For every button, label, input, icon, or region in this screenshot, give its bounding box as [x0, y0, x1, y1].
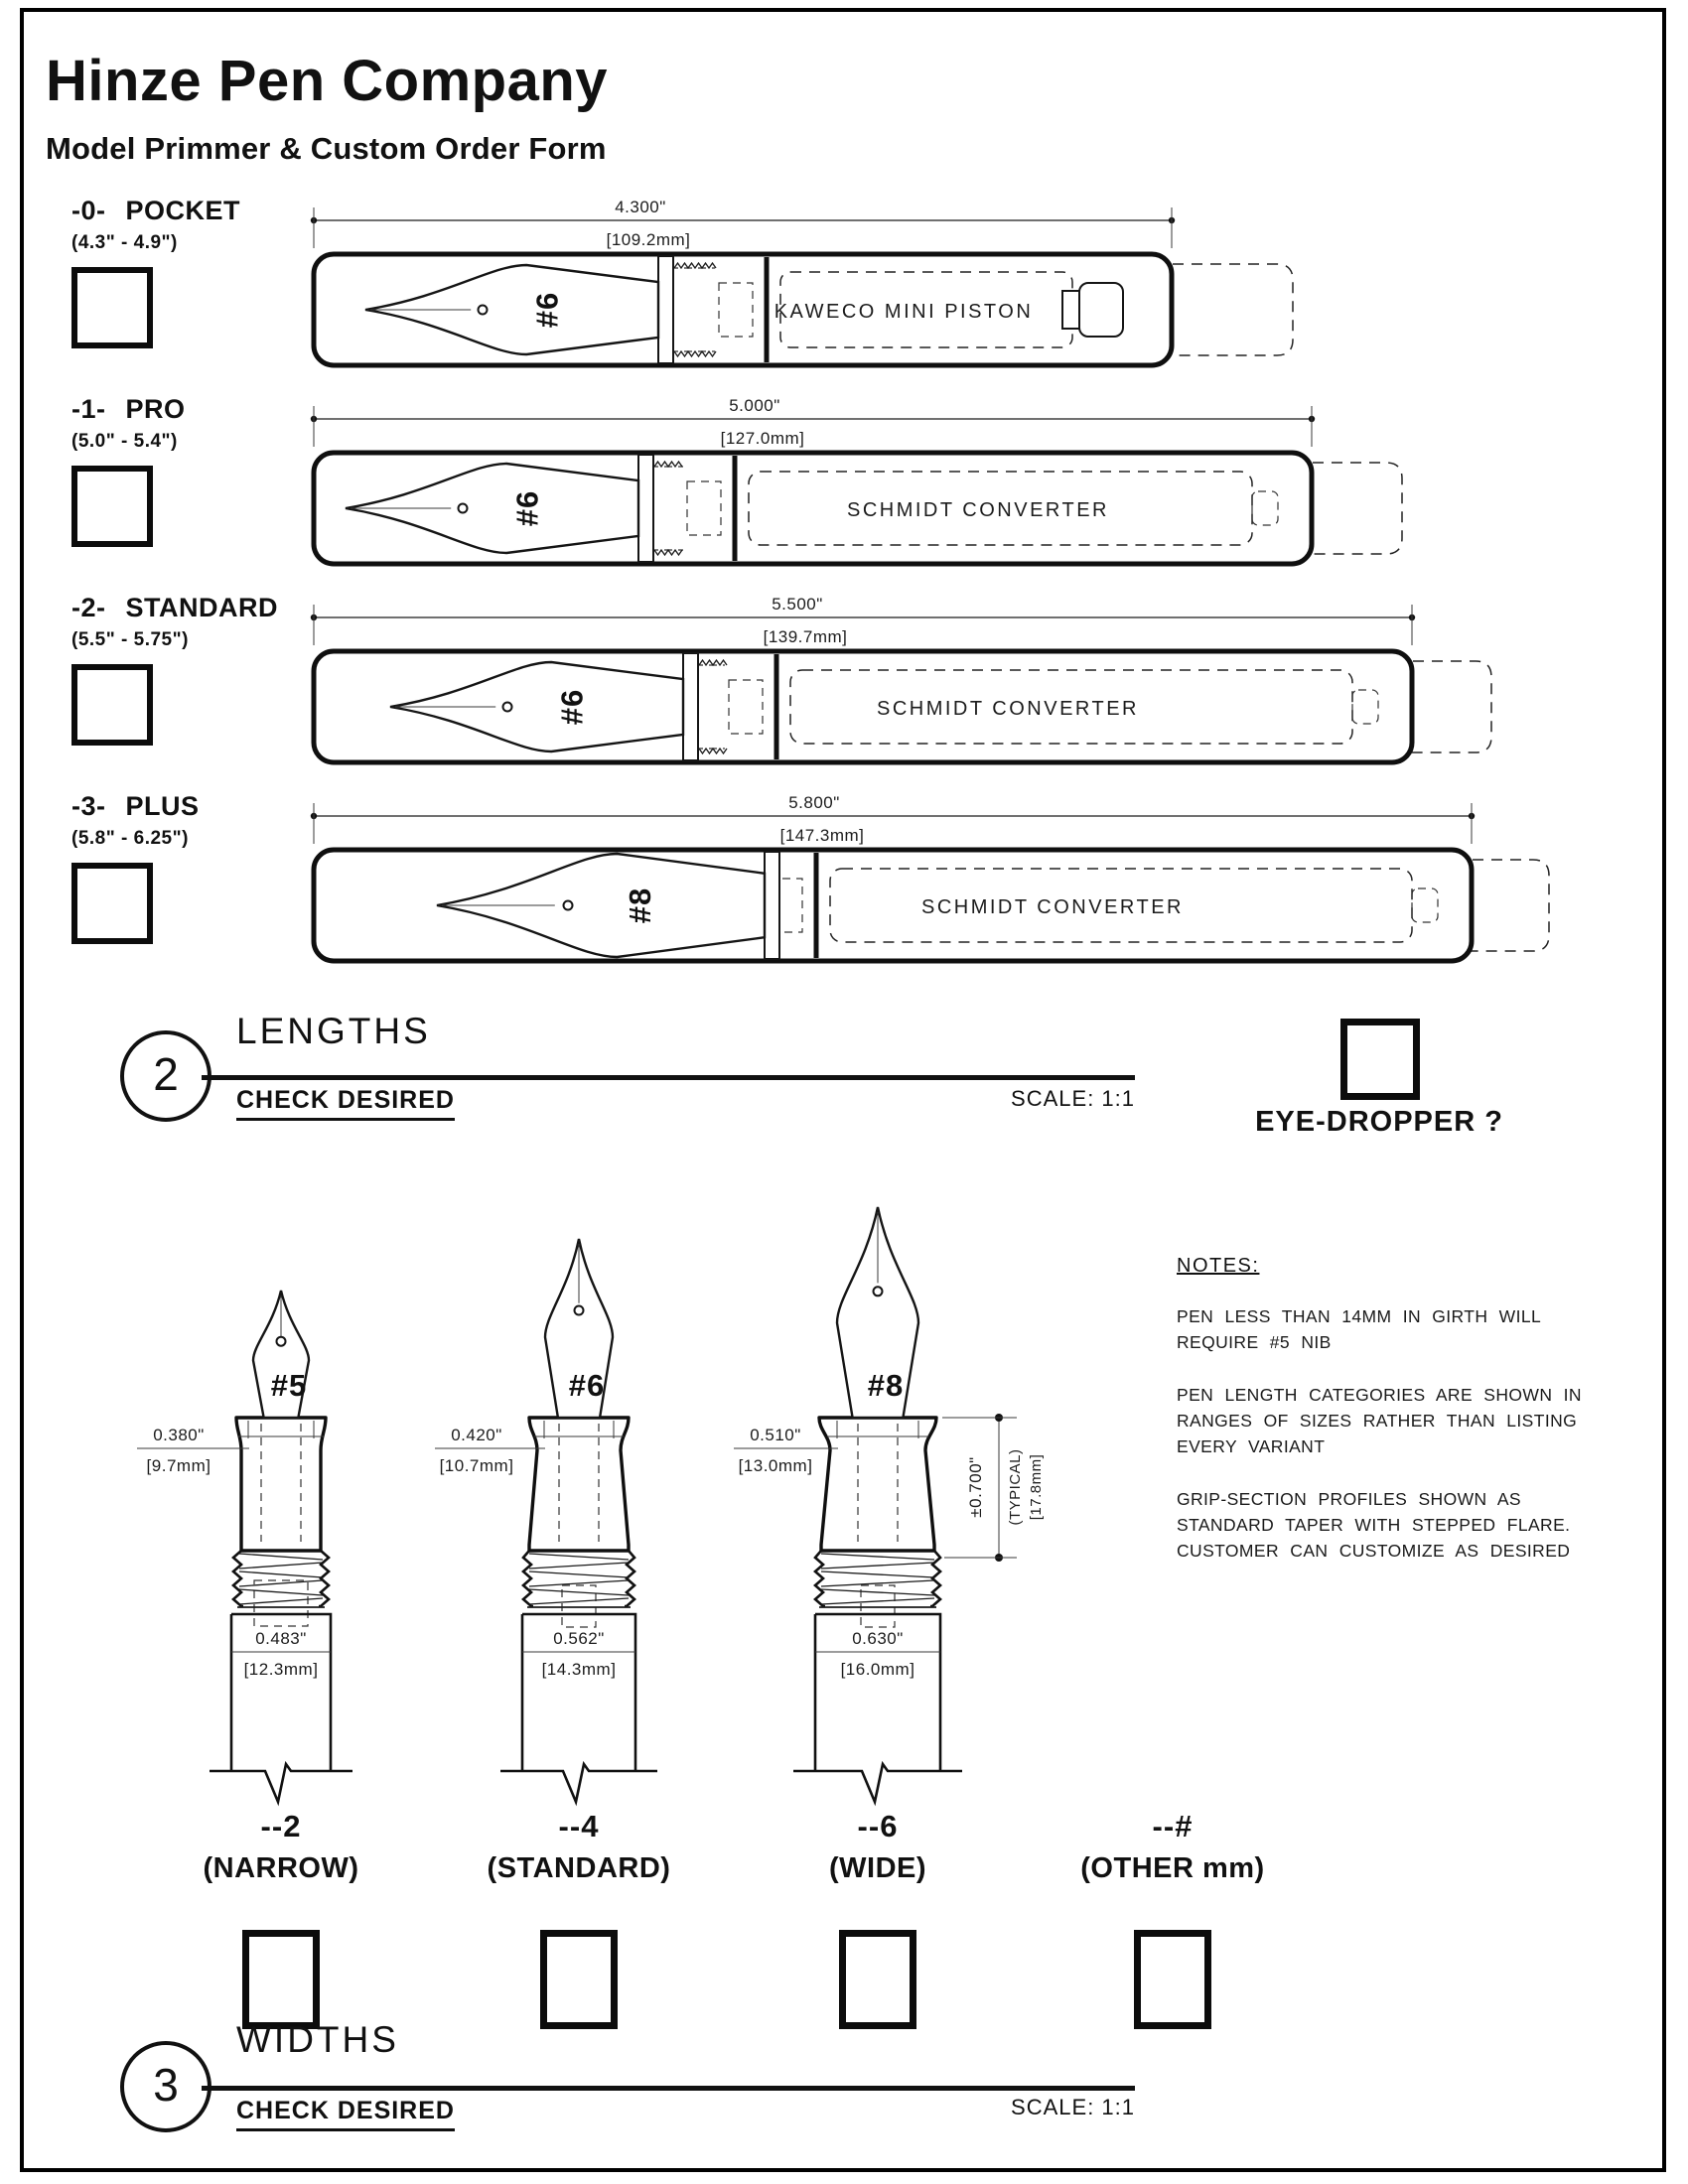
width-option-1-code: --4 — [558, 1809, 600, 1843]
drawing-text: ±0.700" — [966, 1456, 985, 1518]
note-item: GRIP-SECTION PROFILES SHOWN AS STANDARD TAPER WITH STEPPED FLARE. CUSTOMER CAN CUSTOMIZE AS DESIRED — [1177, 1489, 1571, 1561]
drawing-text: [147.3mm] — [779, 826, 865, 845]
drawing-text: [13.0mm] — [738, 1456, 813, 1475]
drawing-text: [14.3mm] — [541, 1660, 617, 1679]
drawing-text: (TYPICAL) — [1007, 1448, 1024, 1526]
length-option-3-checkbox[interactable] — [71, 863, 153, 944]
length-option-2-range: (5.5" - 5.75") — [71, 629, 189, 650]
drawing-text: SCHMIDT CONVERTER — [876, 698, 1140, 720]
length-option-1-label — [71, 394, 186, 425]
drawing-text: [12.3mm] — [243, 1660, 319, 1679]
widths-divider-line — [202, 2086, 1135, 2091]
width-option-3-code: --# — [1152, 1809, 1194, 1843]
length-option-0-name: POCKET — [125, 196, 241, 225]
length-option-1-checkbox[interactable] — [71, 466, 153, 547]
length-option-3-label — [71, 791, 200, 822]
width-option-2-code: --6 — [857, 1809, 899, 1843]
width-option-0-checkbox[interactable] — [242, 1930, 320, 2029]
drawing-text: [17.8mm] — [1028, 1453, 1045, 1521]
length-option-0-code: -0- — [71, 196, 106, 225]
pen-drawing-1 — [311, 396, 1402, 564]
drawing-text: 0.630" — [852, 1629, 904, 1648]
nib-section-drawing-1 — [435, 1239, 657, 1802]
eyedropper-label: EYE-DROPPER ? — [1255, 1106, 1503, 1138]
drawing-text: #8 — [867, 1368, 905, 1403]
drawing-text: 5.800" — [788, 793, 840, 812]
length-option-2-checkbox[interactable] — [71, 664, 153, 746]
length-option-2-code: -2- — [71, 593, 106, 622]
drawing-text: #6 — [509, 489, 545, 527]
length-option-3-code: -3- — [71, 791, 106, 821]
nib-section-drawing-0 — [137, 1291, 352, 1802]
width-option-2-name: (WIDE) — [828, 1852, 927, 1884]
drawing-text: 0.562" — [553, 1629, 605, 1648]
drawing-text: #8 — [623, 887, 658, 924]
length-option-1-code: -1- — [71, 394, 106, 424]
widths-check-desired-label: CHECK DESIRED — [236, 2097, 455, 2131]
drawing-text: 0.380" — [153, 1426, 205, 1444]
drawing-text: KAWECO MINI PISTON — [774, 301, 1034, 323]
drawing-text: 4.300" — [615, 198, 666, 216]
length-option-0-range: (4.3" - 4.9") — [71, 232, 178, 253]
drawing-text: [109.2mm] — [606, 230, 691, 249]
drawing-text: 5.500" — [772, 595, 823, 614]
lengths-scale-label: SCALE: 1:1 — [1011, 1086, 1135, 1111]
widths-section-number: 3 — [120, 2041, 211, 2132]
notes-title: NOTES: — [1177, 1255, 1260, 1277]
drawing-text: 0.420" — [451, 1426, 502, 1444]
length-option-3-range: (5.8" - 6.25") — [71, 828, 189, 849]
drawing-text: [10.7mm] — [439, 1456, 514, 1475]
drawing-text: SCHMIDT CONVERTER — [920, 896, 1185, 918]
lengths-check-desired-label: CHECK DESIRED — [236, 1086, 455, 1121]
drawing-text: #6 — [554, 688, 590, 726]
length-option-0-label — [71, 196, 240, 226]
width-option-1-checkbox[interactable] — [540, 1930, 618, 2029]
pen-drawing-2 — [311, 595, 1491, 762]
eyedropper-checkbox[interactable] — [1340, 1019, 1420, 1100]
drawing-text: [16.0mm] — [840, 1660, 915, 1679]
width-option-1-name: (STANDARD) — [487, 1852, 671, 1884]
company-title: Hinze Pen Company — [46, 49, 609, 113]
pen-drawing-3 — [311, 793, 1549, 961]
drawing-text: #6 — [529, 291, 565, 329]
length-option-1-name: PRO — [125, 394, 186, 424]
note-item: PEN LENGTH CATEGORIES ARE SHOWN IN RANGES OF SIZES RATHER THAN LISTING EVERY VARIANT — [1177, 1385, 1582, 1456]
length-option-3-name: PLUS — [125, 791, 200, 821]
width-option-2-checkbox[interactable] — [839, 1930, 916, 2029]
length-option-0-checkbox[interactable] — [71, 267, 153, 348]
lengths-divider-line — [202, 1075, 1135, 1080]
nib-section-drawing-2 — [734, 1207, 962, 1802]
drawing-text: SCHMIDT CONVERTER — [846, 499, 1110, 521]
drawing-text: [139.7mm] — [763, 627, 848, 646]
notes-block — [1177, 1255, 1594, 1590]
width-option-3-name: (OTHER mm) — [1080, 1852, 1265, 1884]
form-subtitle: Model Primmer & Custom Order Form — [46, 131, 607, 166]
width-option-0-code: --2 — [260, 1809, 302, 1843]
length-option-2-label — [71, 593, 278, 623]
drawing-text: 0.483" — [255, 1629, 307, 1648]
length-option-2-name: STANDARD — [125, 593, 278, 622]
width-option-3-checkbox[interactable] — [1134, 1930, 1211, 2029]
drawing-text: #5 — [270, 1368, 308, 1403]
lengths-section-title: LENGTHS — [236, 1011, 431, 1051]
drawing-text: [127.0mm] — [720, 429, 805, 448]
lengths-section-number: 2 — [120, 1030, 211, 1122]
drawing-text: 0.510" — [750, 1426, 801, 1444]
width-option-0-name: (NARROW) — [203, 1852, 359, 1884]
drawing-text: 5.000" — [729, 396, 780, 415]
typical-grip-length-dimension — [942, 1414, 1045, 1562]
length-option-1-range: (5.0" - 5.4") — [71, 431, 178, 452]
note-item: PEN LESS THAN 14MM IN GIRTH WILL REQUIRE #5 NIB — [1177, 1306, 1542, 1352]
drawing-text: [9.7mm] — [146, 1456, 211, 1475]
pen-drawing-0 — [311, 198, 1293, 365]
drawing-text: #6 — [568, 1368, 606, 1403]
widths-section-title: WIDTHS — [236, 2019, 399, 2060]
widths-scale-label: SCALE: 1:1 — [1011, 2095, 1135, 2119]
